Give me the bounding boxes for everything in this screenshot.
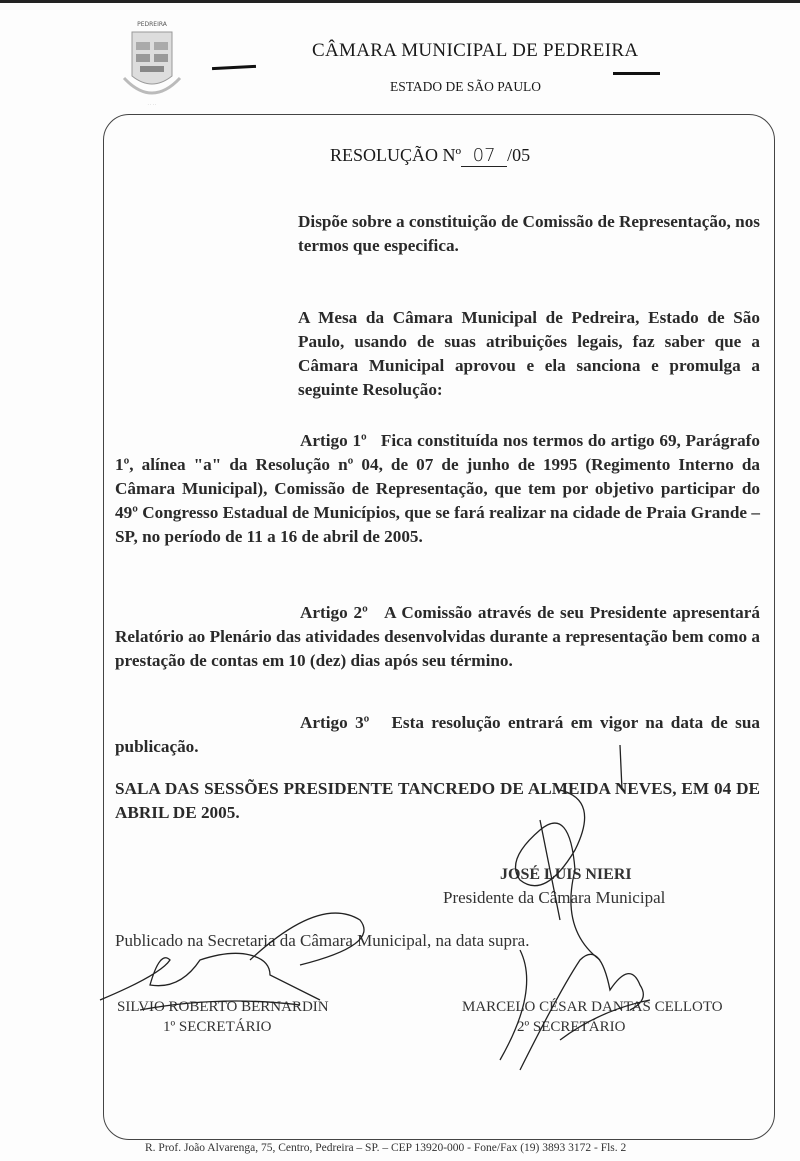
footer-address: R. Prof. João Alvarenga, 75, Centro, Pedreira – SP. – CEP 13920-000 - Fone/Fax (19) 3893 3172 - Fls. 2 [145,1142,627,1154]
publication-note: Publicado na Secretaria da Câmara Municipal, na data supra. [115,931,530,950]
article-label: Artigo 3º [300,713,370,732]
first-secretary-role: 1º SECRETÁRIO [163,1019,272,1035]
second-secretary-name: MARCELO CÉSAR DANTAS CELLOTO [462,999,723,1015]
article-text: Fica constituída nos termos do artigo 69, Parágrafo 1º, alínea "a" da Resolução nº 04, de 07 de junho de 1995 (Regimento Interno da Câmara Municipal), Comissão de Representação, que tem por objetivo participar do 49º Congresso Estadual de Municípios, que se fará realizar na cidade de Praia Grande – SP, no período de 11 a 16 de abril de 2005. [115,431,760,546]
first-secretary-name: SILVIO ROBERTO BERNARDIN [117,999,329,1015]
article-1 [115,429,760,549]
state-name: ESTADO DE SÃO PAULO [390,79,542,94]
article-2 [115,601,760,673]
institution-name: CÂMARA MUNICIPAL DE PEDREIRA [312,40,639,61]
resolution-number-handwritten: 07 [461,145,507,167]
article-3 [115,711,760,759]
closing-statement: SALA DAS SESSÕES PRESIDENTE TANCREDO DE ALMEIDA NEVES, EM 04 DE ABRIL DE 2005. [115,779,760,822]
article-label: Artigo 1º [300,431,367,450]
pen-mark [212,65,256,70]
second-secretary-role: 2º SECRETÁRIO [517,1019,626,1035]
resolution-year: /05 [507,145,531,165]
ementa: Dispõe sobre a constituição de Comissão de Representação, nos termos que especifica. [298,212,760,255]
president-name: JOSÉ LUIS NIERI [500,866,632,883]
president-role: Presidente da Câmara Municipal [443,888,666,907]
preamble: A Mesa da Câmara Municipal de Pedreira, Estado de São Paulo, usando de suas atribuições legais, faz saber que a Câmara Municipal aprovou e ela sanciona e promulga a seguinte Resolução: [298,308,760,399]
article-text: A Comissão através de seu Presidente apresentará Relatório ao Plenário das atividades desenvolvidas durante a representação bem como a prestação de contas em 10 (dez) dias após seu término. [115,603,760,670]
municipal-crest-logo [118,18,186,116]
article-label: Artigo 2º [300,603,368,622]
pen-mark [613,72,660,75]
resolution-title [330,145,530,167]
resolution-prefix: RESOLUÇÃO Nº [330,145,462,165]
svg-text:· · · ·: · · · · [147,102,157,107]
article-text: Esta resolução entrará em vigor na data de sua publicação. [115,713,760,756]
svg-text:PEDREIRA: PEDREIRA [137,21,167,28]
scan-edge [0,0,800,3]
